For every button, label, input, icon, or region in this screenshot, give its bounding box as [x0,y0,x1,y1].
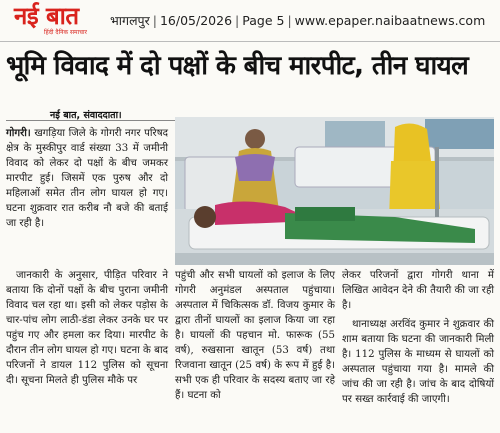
article-paragraph-1 [6,126,168,231]
article-column-1-top [6,126,168,235]
article-dateline: गोगरी। [6,128,31,139]
newspaper-logo[interactable] [14,3,100,39]
article-paragraph-3: पहुंची और सभी घायलों को इलाज के लिए गोगरी अनुमंडल अस्पताल पहुंचाया। अस्पताल में चिकित्सक डॉ. विजय कुमार के द्वारा तीनों घायलों का इलाज किया जा रहा है। घायलों की पहचान मो. फारूक (55 वर्ष), रुखसाना खातून (53 वर्ष) तथा रिजवाना खातून (25 वर्ष) के रूप में हुई है। सभी एक ही परिवार के सदस्य बताए जा रहे हैं। घटना को [175,270,335,401]
article-paragraph-1-text: खगड़िया जिले के गोगरी नगर परिषद क्षेत्र के मुस्कीपुर वार्ड संख्या 33 में जमीनी विवाद को लेकर दो पक्षों के बीच जमकर मारपीट हुई। जिसमें एक पुरुष और दो महिलाओं समेत तीन लोग घायल हो गए। घटना शुक्रवार रात करीब नौ बजे की बताई जा रही है। [6,128,168,229]
article-byline: नई बात, संवाददाता। [50,110,122,121]
edition-info: भागलपुर | 16/05/2026 | Page 5 | www.epaper.naibaatnews.com [110,13,486,28]
page-number: Page 5 [242,13,285,28]
news-photo[interactable] [175,117,494,265]
hospital-ward-photo-icon [175,117,494,265]
article-column-2 [175,268,335,407]
masthead [0,0,500,42]
logo-tagline: हिंदी दैनिक समाचार [44,29,87,36]
article-paragraph-2: जानकारी के अनुसार, पीड़ित परिवार ने बताया कि दोनों पक्षों के बीच पुराना जमीनी विवाद चल रहा था। इसी को लेकर पड़ोस के चार-पांच लोग लाठी-डंडा लेकर उनके घर पर पहुंच गए और हमला कर दिया। मारपीट के दौरान तीन लोग घायल हो गए। घटना के बाद परिजनों ने डायल 112 पुलिस को सूचना दी। सूचना मिलते ही पुलिस मौके पर [6,270,168,386]
article-column-3 [342,268,494,411]
article-paragraph-5: थानाध्यक्ष अरविंद कुमार ने शुक्रवार की शाम बताया कि घटना की जानकारी मिली है। 112 पुलिस के माध्यम से घायलों को अस्पताल पहुंचाया गया है। मामले की जांच की जा रही है। जांच के बाद दोषियों पर सख्त कार्रवाई की जाएगी। [342,319,494,405]
edition-city: भागलपुर [110,13,150,28]
article-column-1-bottom [6,268,168,392]
website-link[interactable]: www.epaper.naibaatnews.com [294,13,486,28]
logo-text: नई बात [14,2,79,30]
article-paragraph-4: लेकर परिजनों द्वारा गोगरी थाना में लिखित आवेदन देने की तैयारी की जा रही है। [342,270,494,311]
article-headline: भूमि विवाद में दो पक्षों के बीच मारपीट, तीन घायल [6,51,469,81]
edition-date: 16/05/2026 [159,13,233,28]
